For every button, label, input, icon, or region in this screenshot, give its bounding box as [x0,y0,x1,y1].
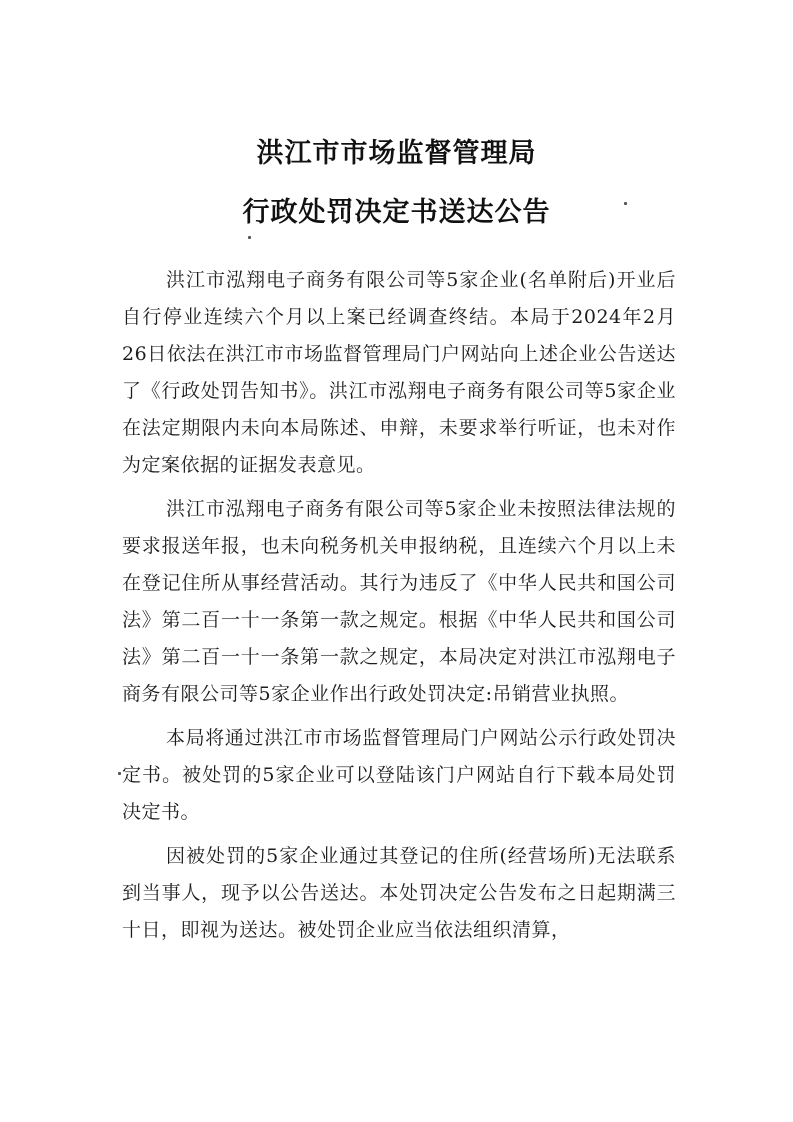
paragraph-case-summary: 洪江市泓翔电子商务有限公司等5家企业(名单附后)开业后自行停业连续六个月以上案已经调查终结。本局于2024年2月26日依法在洪江市市场监督管理局门户网站向上述企业公告送达了《行政处罚告知书》。洪江市泓翔电子商务有限公司等5家企业在法定期限内未向本局陈述、申辩，未要求举行听证，也未对作为定案依据的证据发表意见。 [122,269,676,476]
paragraph-violation-decision: 洪江市泓翔电子商务有限公司等5家企业未按照法律法规的要求报送年报，也未向税务机关申报纳税，且连续六个月以上未在登记住所从事经营活动。其行为违反了《中华人民共和国公司法》第二百一十一条第一款之规定。根据《中华人民共和国公司法》第二百一十一条第一款之规定，本局决定对洪江市泓翔电子商务有限公司等5家企业作出行政处罚决定:吊销营业执照。 [122,498,676,705]
scan-speck [624,202,627,205]
document-title-line2: 行政处罚决定书送达公告 [242,197,551,228]
document-body [122,262,676,949]
paragraph-publication: 本局将通过洪江市市场监督管理局门户网站公示行政处罚决定书。被处罚的5家企业可以登陆该门户网站自行下载本局处罚决定书。 [122,727,676,823]
paragraph-service-notice: 因被处罚的5家企业通过其登记的住所(经营场所)无法联系到当事人，现予以公告送达。本处罚决定公告发布之日起期满三十日，即视为送达。被处罚企业应当依法组织清算， [122,845,676,941]
scan-speck [118,772,121,775]
scan-speck [248,236,251,239]
document-title-line1: 洪江市市场监督管理局 [256,138,537,169]
